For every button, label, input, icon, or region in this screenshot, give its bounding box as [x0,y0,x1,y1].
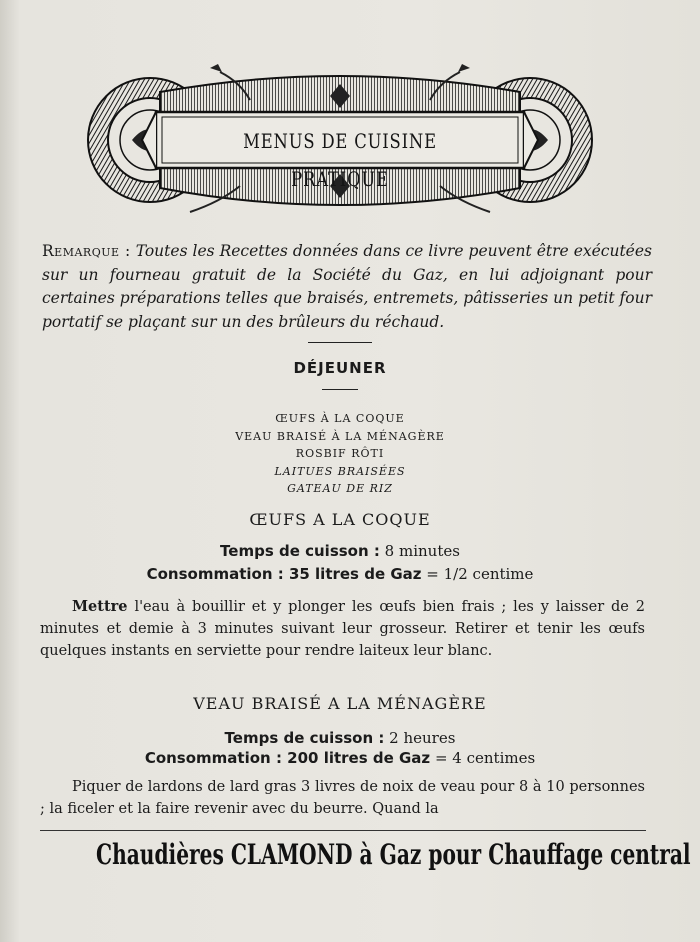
remarque-note [42,240,652,334]
instructions-text: Piquer de lardons de lard gras 3 livres de noix de veau pour 8 à 10 personnes ; la ficeler et la faire revenir avec du beurre. Quand la [40,779,645,817]
recipe-title: ŒUFS A LA COQUE [249,510,431,529]
instructions-text: l'eau à bouillir et y plonger les œufs bien frais ; les y laisser de 2 minutes et demie à 3 minutes suivant leur grosseur. Retirer et tenir les œufs quelques instants en serviette pour rendre laiteux leur blanc. [40,599,645,659]
menu-item: ROSBIF RÔTI [295,447,385,460]
cooking-time [0,727,680,749]
time-label: Temps de cuisson : [220,542,380,560]
time-value: 8 minutes [384,542,460,560]
recipe-title: VEAU BRAISÉ A LA MÉNAGÈRE [193,694,487,713]
footer-divider [40,830,646,831]
menu-item: VEAU BRAISÉ À LA MÉNAGÈRE [235,429,445,443]
lead-word: Mettre [72,598,128,615]
menu-item: ŒUFS À LA COQUE [275,412,405,425]
gas-consumption [0,747,680,769]
consumption-label: Consommation : 200 litres de Gaz [144,749,431,767]
recipe-instructions [40,776,645,820]
section-heading-dejeuner: DÉJEUNER [293,359,387,377]
page-title: MENUS DE CUISINE PRATIQUE [243,129,437,191]
remarque-label: Remarque : [42,242,131,260]
time-label: Temps de cuisson : [224,729,385,747]
time-value: 2 heures [389,729,456,747]
divider [308,342,372,343]
consumption-value: = 1/2 centime [426,565,534,583]
consumption-value: = 4 centimes [434,749,536,767]
remarque-text: Toutes les Recettes données dans ce livre peuvent être exécutées sur un fourneau gratuit de la Société du Gaz, en lui adjoignant pour certaines préparations telles que braisés, entremets, pâtisseries un petit four portatif se plaçant sur un des brûleurs du réchaud. [42,242,652,331]
footer-advert: Chaudières CLAMOND à Gaz pour Chauffage central [96,838,691,871]
menu-item: GATEAU DE RIZ [287,482,393,495]
menu-list [0,410,680,498]
divider [322,389,358,390]
gas-consumption [0,563,680,585]
menu-item: LAITUES BRAISÉES [274,464,406,478]
cooking-time [0,540,680,562]
recipe-instructions [40,596,645,662]
consumption-label: Consommation : 35 litres de Gaz [146,565,422,583]
